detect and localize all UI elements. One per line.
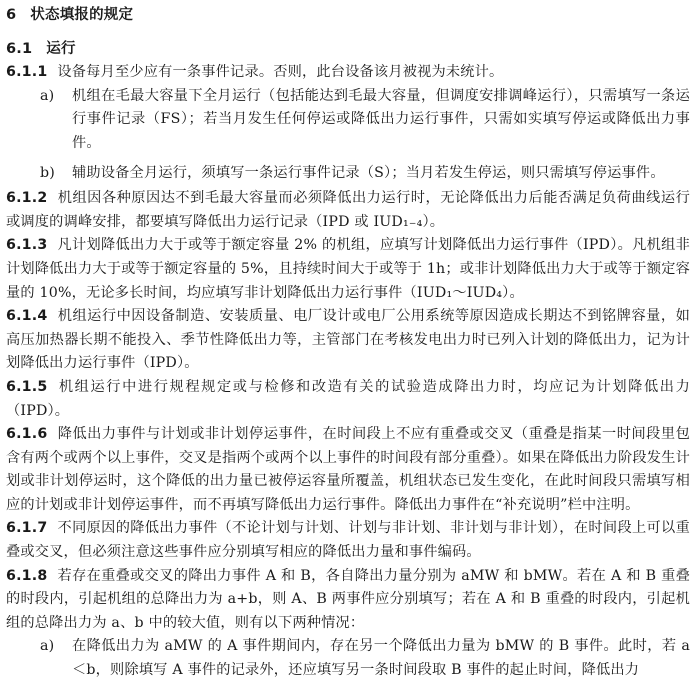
clause-number: 6.1.1 (6, 64, 48, 81)
clause-6-1-2 (6, 187, 690, 234)
clause-6-1-1 (6, 61, 690, 85)
clause-text: 凡计划降低出力大于或等于额定容量 2% 的机组，应填写计划降低出力运行事件（IPD）。凡机组非计划降低出力大于或等于额定容量的 5%，且持续时间大于或等于 1h；或非计划降低出力大于或等于额定容量的 10%，无论多长时间，均应填写非计划降低出力运行事件（IUD₁～IUD₄）。 (6, 237, 690, 301)
list-item-a (6, 635, 690, 682)
clause-6-1-8 (6, 565, 690, 636)
clause-number: 6.1.6 (6, 426, 48, 443)
clause-text: 降低出力事件与计划或非计划停运事件，在时间段上不应有重叠或交叉（重叠是指某一时间段里包含有两个或两个以上事件，交叉是指两个或两个以上事件的时间段有部分重叠）。如果在降低出力阶段发生计划或非计划停运时，这个降低的出力量已被停运容量所覆盖，机组状态已发生变化，在此时间段只需填写相应的计划或非计划停运事件，而不再填写降低出力运行事件。降低出力事件在“补充说明”栏中注明。 (6, 426, 690, 513)
item-label: b) (40, 164, 56, 181)
subsection-title: 运行 (46, 40, 76, 57)
clause-text: 不同原因的降低出力事件（不论计划与计划、计划与非计划、非计划与非计划），在时间段上可以重叠或交叉，但必须注意这些事件应分别填写相应的降低出力量和事件编码。 (6, 520, 690, 561)
subsection-heading (6, 38, 690, 62)
clause-number: 6.1.3 (6, 237, 48, 254)
clause-text: 若存在重叠或交叉的降出力事件 A 和 B，各自降出力量分别为 aMW 和 bMW。若在 A 和 B 重叠的时段内，引起机组的总降出力为 a+b，则 A、B 两事件应分别填写；若在 A 和 B 重叠的时段内，引起机组的总降出力为 a、b 中的较大值，则有以下两种情况： (6, 567, 690, 631)
clause-number: 6.1.2 (6, 190, 48, 207)
section-heading (6, 4, 690, 28)
item-text: 机组在毛最大容量下全月运行（包括能达到毛最大容量，但调度安排调峰运行），只需填写一条运行事件记录（FS）；若当月发生任何停运或降低出力运行事件，只需如实填写停运或降低出力事件。 (72, 87, 690, 151)
clause-6-1-5 (6, 376, 690, 423)
subsection-number: 6.1 (6, 40, 33, 57)
item-text: 辅助设备全月运行，须填写一条运行事件记录（S）；当月若发生停运，则只需填写停运事件。 (72, 164, 665, 181)
clause-6-1-3 (6, 234, 690, 305)
item-text: 在降低出力为 aMW 的 A 事件期间内，存在另一个降低出力量为 bMW 的 B 事件。此时，若 a＜b，则除填写 A 事件的记录外，还应填写另一条时间段取 B 事件的起止时间，降低出力 (72, 638, 690, 679)
clause-number: 6.1.5 (6, 378, 48, 395)
clause-6-1-6 (6, 423, 690, 517)
clause-text: 设备每月至少应有一条事件记录。否则，此台设备该月被视为未统计。 (57, 64, 504, 81)
item-label: a) (40, 638, 55, 655)
clause-text: 机组因各种原因达不到毛最大容量而必须降低出力运行时，无论降低出力后能否满足负荷曲线运行或调度的调峰安排，都要填写降低出力运行记录（IPD 或 IUD₁₋₄）。 (6, 190, 690, 230)
clause-text: 机组运行中因设备制造、安装质量、电厂设计或电厂公用系统等原因造成长期达不到铭牌容量，如高压加热器长期不能投入、季节性降低出力等，主管部门在考核发电出力时已列入计划的降低出力，记为计划降低出力运行事件（IPD）。 (6, 308, 690, 372)
section-title: 状态填报的规定 (30, 7, 134, 23)
clause-number: 6.1.8 (6, 567, 48, 584)
clause-6-1-4 (6, 305, 690, 376)
section-number: 6 (6, 7, 17, 23)
clause-number: 6.1.7 (6, 520, 48, 537)
clause-text: 机组运行中进行规程规定或与检修和改造有关的试验造成降出力时，均应记为计划降低出力（IPD）。 (6, 378, 690, 419)
item-label: a) (40, 87, 55, 104)
list-item-a (6, 85, 690, 156)
clause-6-1-7 (6, 517, 690, 564)
list-item-b (6, 162, 690, 186)
clause-number: 6.1.4 (6, 308, 48, 325)
